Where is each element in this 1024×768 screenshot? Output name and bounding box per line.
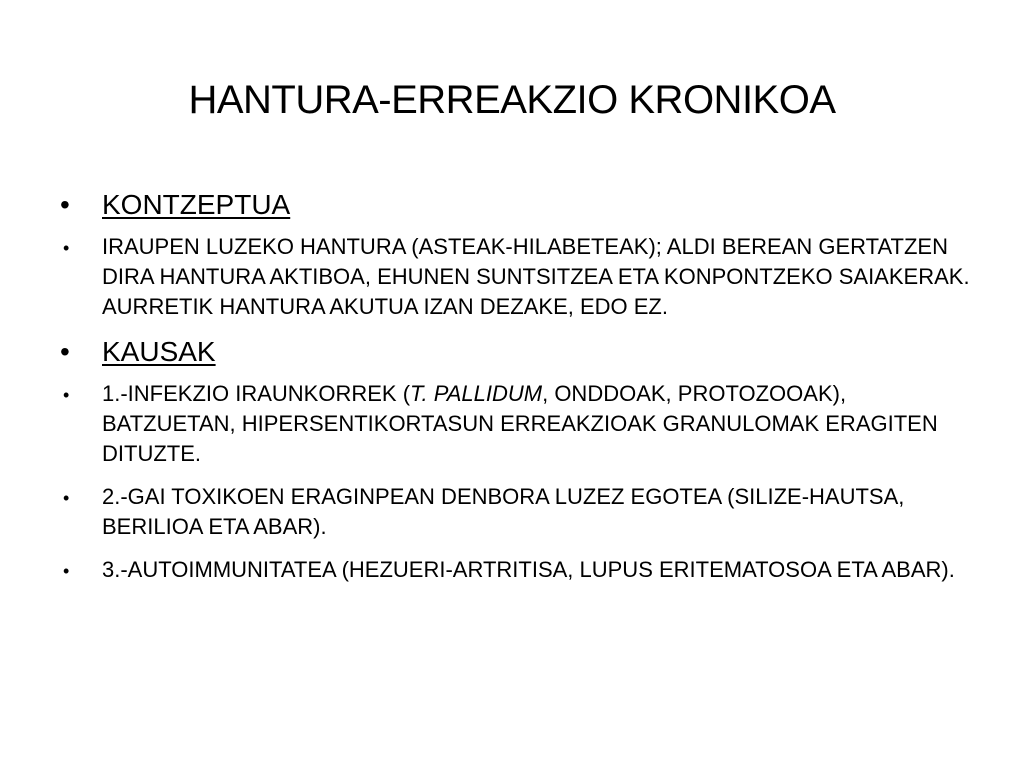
list-item-text: 3.-AUTOIMMUNITATEA (HEZUERI-ARTRITISA, LUPUS ERITEMATOSOA ETA ABAR).	[102, 557, 955, 582]
bullet-icon: •	[63, 561, 70, 581]
list-item-text-prefix: 1.-INFEKZIO IRAUNKORREK (	[102, 381, 411, 406]
slide-body	[58, 188, 978, 598]
list-item-text	[102, 381, 938, 466]
bullet-icon: •	[63, 385, 70, 405]
section-heading-kontzeptua	[58, 188, 978, 222]
bullet-icon: •	[63, 238, 70, 258]
section-heading-kausak	[58, 335, 978, 369]
list-item	[58, 232, 978, 322]
bullet-icon: •	[63, 488, 70, 508]
slide-title: HANTURA-ERREAKZIO KRONIKOA	[188, 78, 836, 122]
list-item-text: 2.-GAI TOXIKOEN ERAGINPEAN DENBORA LUZEZ EGOTEA (SILIZE-HAUTSA, BERILIOA ETA ABAR).	[102, 484, 905, 539]
list-item-text: IRAUPEN LUZEKO HANTURA (ASTEAK-HILABETEAK); ALDI BEREAN GERTATZEN DIRA HANTURA AKTIBOA, EHUNEN SUNTSITZEA ETA KONPONTZEKO SAIAKERAK. AURRETIK HANTURA AKUTUA IZAN DEZAKE, EDO EZ.	[102, 234, 970, 319]
list-item-text-italic: T. PALLIDUM	[410, 381, 543, 406]
bullet-icon: •	[60, 189, 70, 220]
list-item-text-suffix: , ONDDOAK, PROTOZOOAK), BATZUETAN, HIPERSENTIKORTASUN ERREAKZIOAK GRANULOMAK ERAGITEN DITUZTE.	[102, 381, 938, 466]
list-item	[58, 379, 978, 469]
list-item	[58, 555, 978, 585]
list-item	[58, 482, 978, 542]
section-heading-label: KONTZEPTUA	[102, 189, 291, 220]
section-heading-label: KAUSAK	[102, 336, 216, 367]
bullet-icon: •	[60, 336, 70, 367]
